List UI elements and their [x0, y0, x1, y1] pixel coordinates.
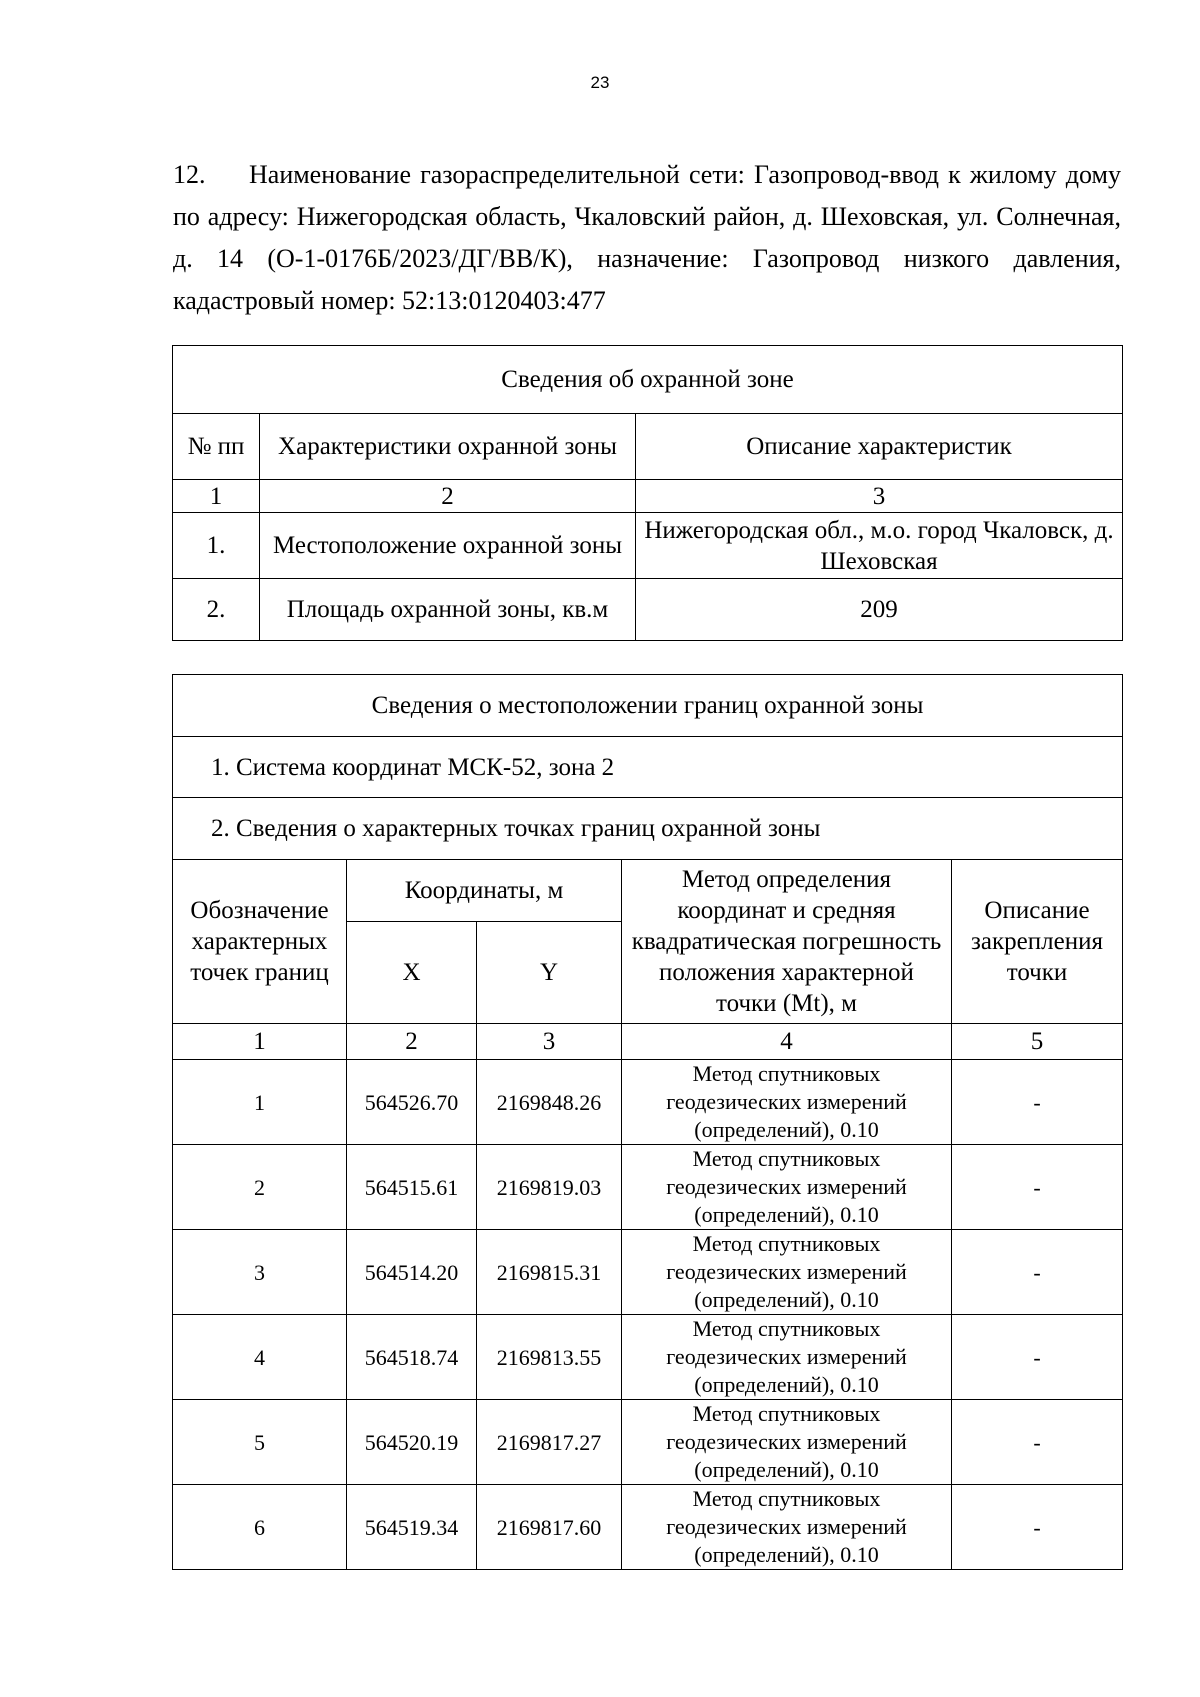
method: Метод спутниковых геодезических измерений (определений), 0.10 [622, 1315, 952, 1400]
column-number-row [173, 1024, 1123, 1060]
coord-x: 564518.74 [347, 1315, 477, 1400]
header-description: Описание характеристик [636, 414, 1123, 480]
point-id: 2 [173, 1145, 347, 1230]
row-number: 2. [173, 579, 260, 641]
column-number: 3 [477, 1024, 622, 1060]
table-row [173, 1060, 1123, 1145]
points-title-row [173, 798, 1123, 860]
boundary-table-title: Сведения о местоположении границ охранной зоны [173, 675, 1123, 737]
fixing-description: - [952, 1145, 1123, 1230]
row-number: 1. [173, 513, 260, 579]
header-y: Y [477, 922, 622, 1024]
coord-y: 2169819.03 [477, 1145, 622, 1230]
point-id: 5 [173, 1400, 347, 1485]
table-title-row [173, 675, 1123, 737]
coord-x: 564519.34 [347, 1485, 477, 1570]
points-title: 2. Сведения о характерных точках границ охранной зоны [173, 798, 1123, 860]
fixing-description: - [952, 1230, 1123, 1315]
boundary-table [172, 674, 1123, 1570]
characteristic-value: Нижегородская обл., м.о. город Чкаловск, д. Шеховская [636, 513, 1123, 579]
coord-x: 564514.20 [347, 1230, 477, 1315]
characteristic-value: 209 [636, 579, 1123, 641]
column-number: 1 [173, 1024, 347, 1060]
point-id: 1 [173, 1060, 347, 1145]
header-coordinates: Координаты, м [347, 860, 622, 922]
item-number: 12. [173, 160, 206, 189]
column-number-row [173, 480, 1123, 513]
coord-x: 564520.19 [347, 1400, 477, 1485]
method: Метод спутниковых геодезических измерений (определений), 0.10 [622, 1400, 952, 1485]
table-row [173, 1400, 1123, 1485]
column-number: 2 [347, 1024, 477, 1060]
table-header-row [173, 860, 1123, 922]
coord-y: 2169848.26 [477, 1060, 622, 1145]
table-row [173, 1230, 1123, 1315]
table-title-row [173, 346, 1123, 414]
coord-x: 564526.70 [347, 1060, 477, 1145]
table-header-row [173, 414, 1123, 480]
header-characteristics: Характеристики охранной зоны [260, 414, 636, 480]
column-number: 3 [636, 480, 1123, 513]
table-row [173, 1315, 1123, 1400]
coord-y: 2169817.60 [477, 1485, 622, 1570]
table-row [173, 513, 1123, 579]
page-number: 23 [590, 73, 610, 92]
table-row [173, 1145, 1123, 1230]
point-id: 3 [173, 1230, 347, 1315]
coord-y: 2169817.27 [477, 1400, 622, 1485]
coord-y: 2169815.31 [477, 1230, 622, 1315]
characteristic-name: Площадь охранной зоны, кв.м [260, 579, 636, 641]
coord-system-row [173, 737, 1123, 798]
zone-info-table [172, 345, 1123, 641]
fixing-description: - [952, 1400, 1123, 1485]
coord-system: 1. Система координат МСК-52, зона 2 [173, 737, 1123, 798]
column-number: 5 [952, 1024, 1123, 1060]
point-id: 4 [173, 1315, 347, 1400]
column-number: 1 [173, 480, 260, 513]
network-description [173, 154, 1121, 322]
zone-table-title: Сведения об охранной зоне [173, 346, 1123, 414]
characteristic-name: Местоположение охранной зоны [260, 513, 636, 579]
header-method: Метод определения координат и средняя квадратическая погрешность положения характерной точки (Mt), м [622, 860, 952, 1024]
coord-x: 564515.61 [347, 1145, 477, 1230]
table-row [173, 579, 1123, 641]
network-description-text: Наименование газораспределительной сети: Газопровод-ввод к жилому дому по адресу: Нижегородская область, Чкаловский район, д. Шеховская, ул. Солнечная, д. 14 (О-1-0176Б/2023/ДГ/ВВ/К), назначение: Газопровод низкого давления, кадастровый номер: 52:13:0120403:477 [173, 160, 1121, 315]
method: Метод спутниковых геодезических измерений (определений), 0.10 [622, 1145, 952, 1230]
method: Метод спутниковых геодезических измерений (определений), 0.10 [622, 1230, 952, 1315]
column-number: 4 [622, 1024, 952, 1060]
header-fixing: Описание закрепления точки [952, 860, 1123, 1024]
method: Метод спутниковых геодезических измерений (определений), 0.10 [622, 1060, 952, 1145]
fixing-description: - [952, 1315, 1123, 1400]
header-x: X [347, 922, 477, 1024]
table-row [173, 1485, 1123, 1570]
fixing-description: - [952, 1060, 1123, 1145]
method: Метод спутниковых геодезических измерений (определений), 0.10 [622, 1485, 952, 1570]
point-id: 6 [173, 1485, 347, 1570]
header-number: № пп [173, 414, 260, 480]
header-designation: Обозначение характерных точек границ [173, 860, 347, 1024]
column-number: 2 [260, 480, 636, 513]
fixing-description: - [952, 1485, 1123, 1570]
coord-y: 2169813.55 [477, 1315, 622, 1400]
